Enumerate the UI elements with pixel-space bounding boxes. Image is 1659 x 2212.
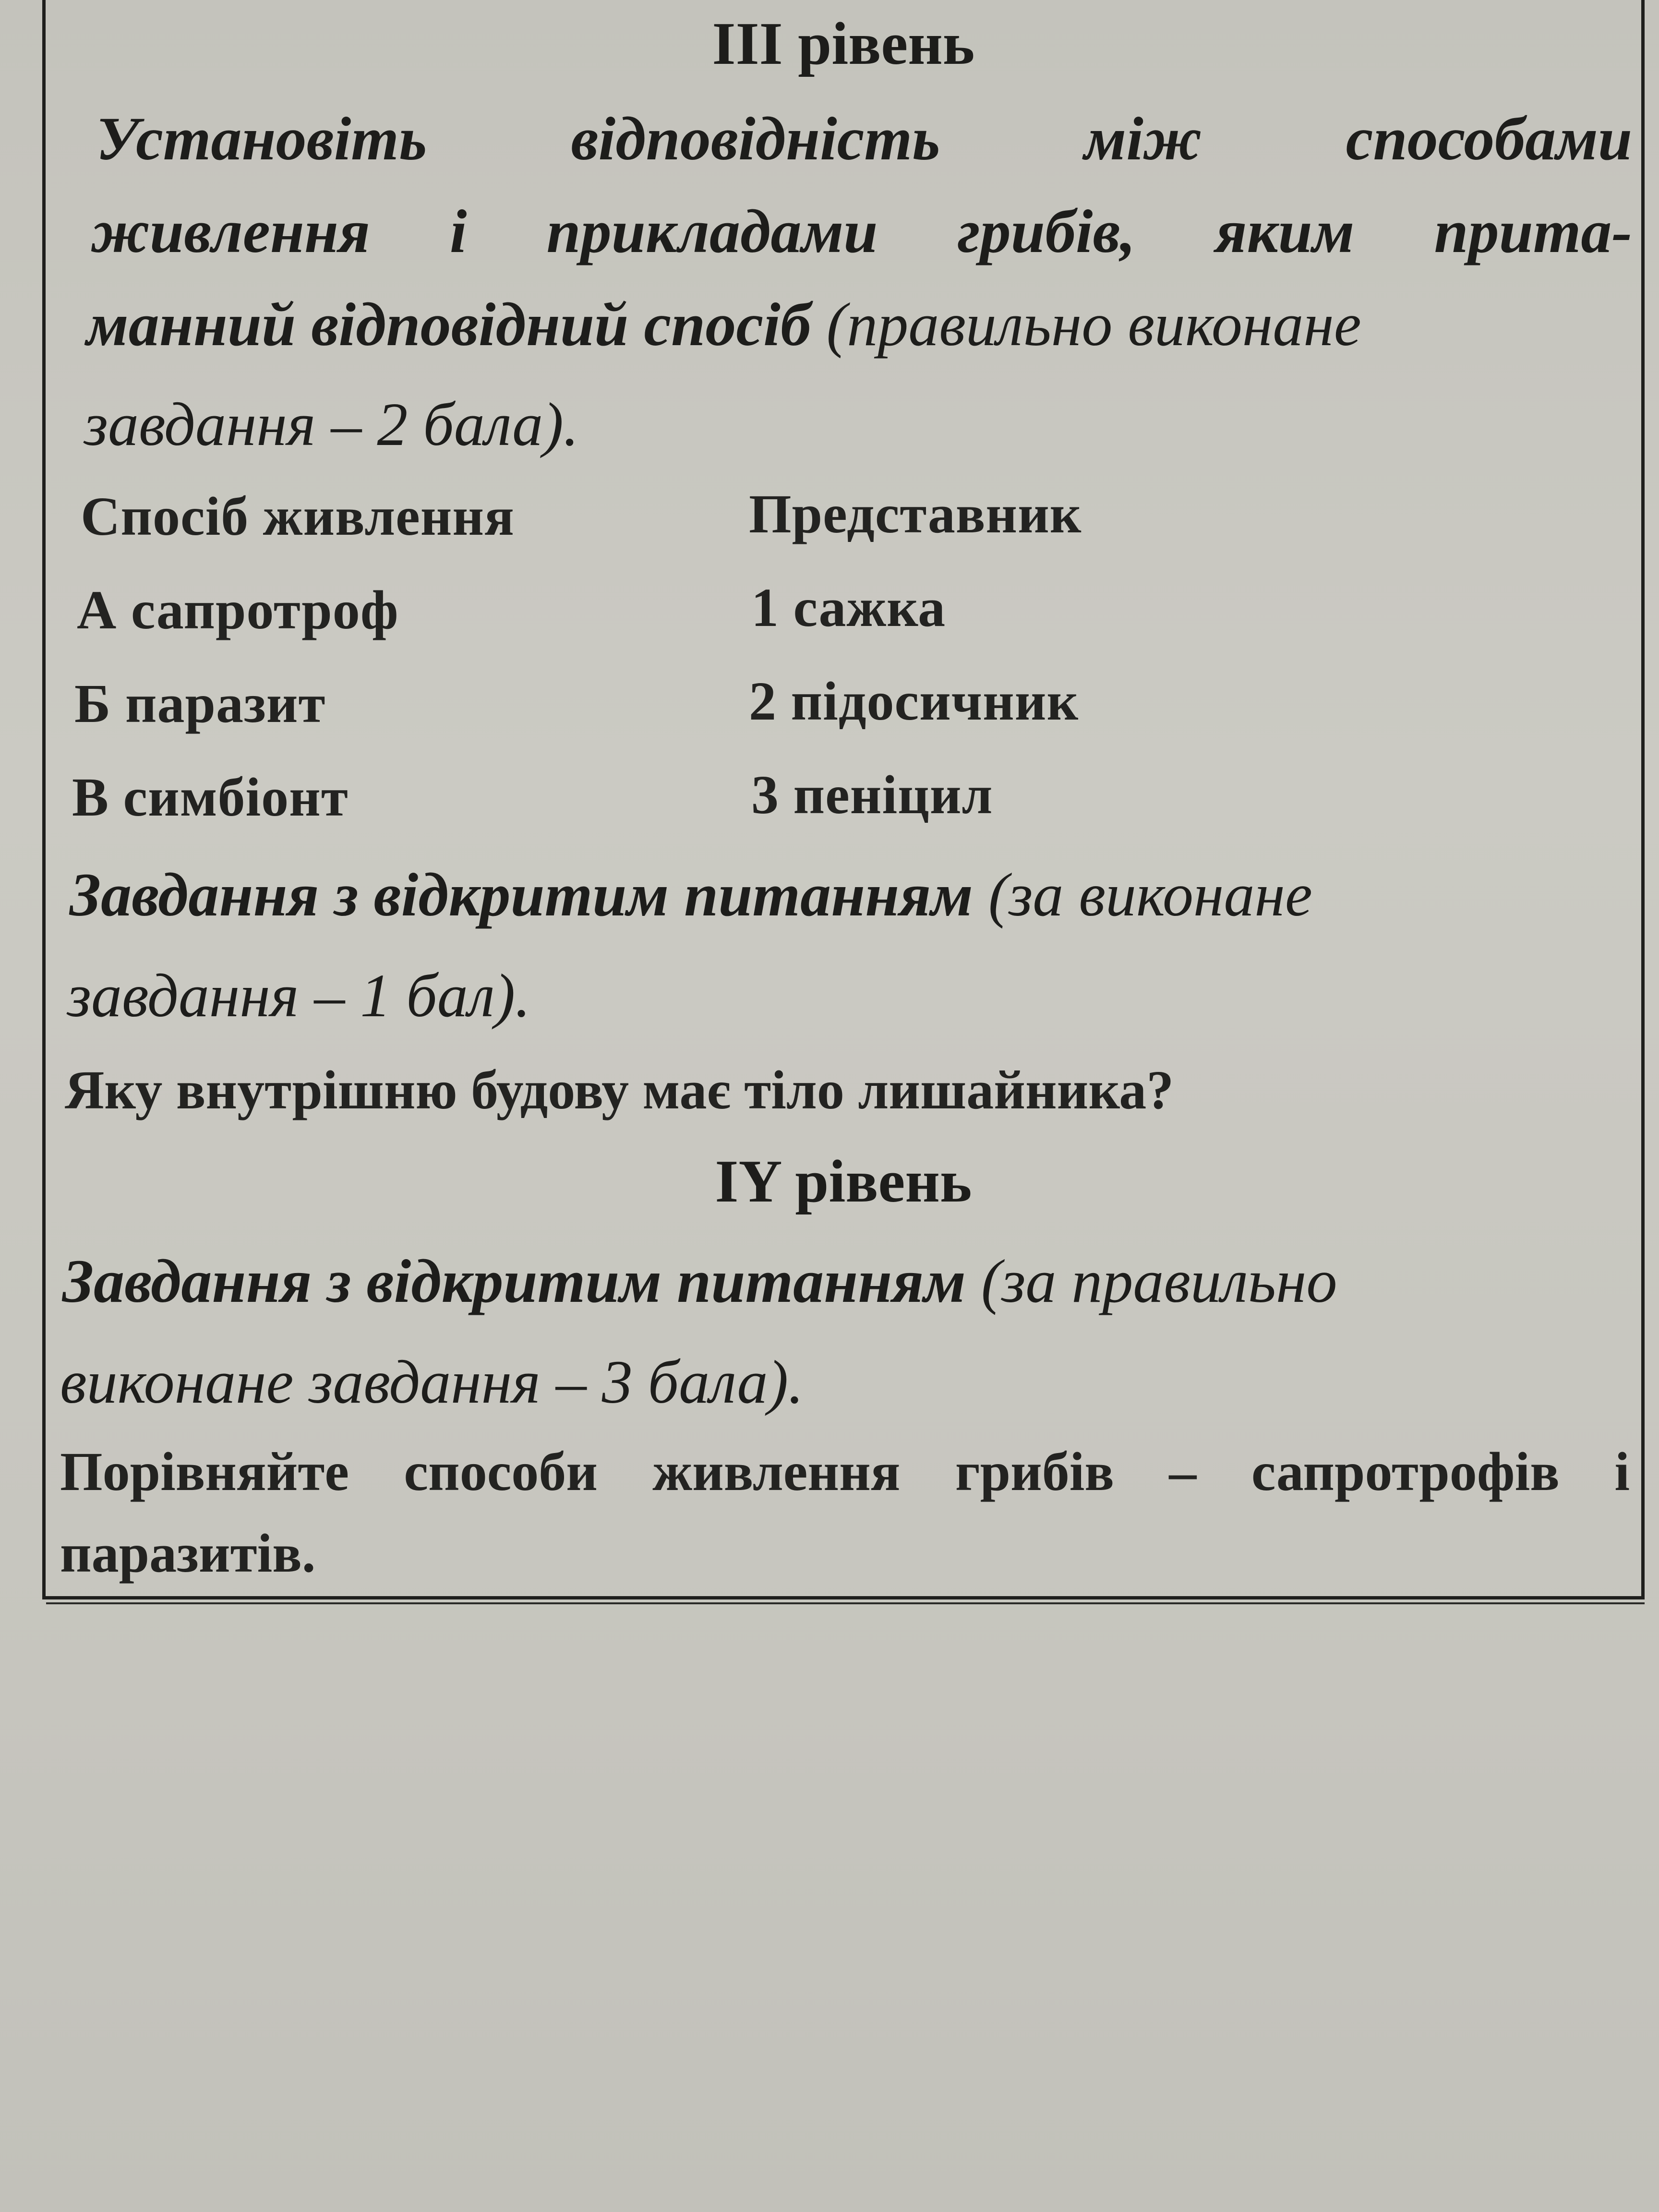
level-3-open-task-line-2: завдання – 1 бал). <box>67 962 531 1030</box>
table-header-method: Спосіб живлення <box>81 486 515 547</box>
level-3-question: Яку внутрішню будову має тіло лишайника? <box>65 1059 1174 1120</box>
level-3-open-task: Завдання з відкритим питанням (за виконане <box>70 861 1312 929</box>
level-4-title: IY рівень <box>715 1148 972 1215</box>
table-row-a-left: А сапротроф <box>77 579 399 640</box>
table-row-b-left: Б паразит <box>74 673 326 734</box>
level-3-instruction-line-4: завдання – 2 бала). <box>84 390 579 458</box>
table-row-1-right: 1 сажка <box>751 577 946 638</box>
level-3-instruction-line-1: Установіть відповідність між способами <box>96 105 1632 173</box>
level-4-open-task: Завдання з відкритим питанням (за правильно <box>62 1247 1337 1315</box>
level-4-open-task-line-2: виконане завдання – 3 бала). <box>60 1348 804 1416</box>
frame-bottom-rule <box>46 1602 1645 1604</box>
level-3-instruction-line-2: живлення і прикладами грибів, яким прита- <box>91 197 1632 265</box>
table-row-3-right: 3 пеніцил <box>751 764 993 825</box>
level-4-question-line-1: Порівняйте способи живлення грибів – сапротрофів і <box>60 1441 1630 1502</box>
level-3-title: III рівень <box>712 11 975 77</box>
table-header-representative: Представник <box>749 483 1082 544</box>
level-3-instruction-line-3: манний відповідний спосіб (правильно виконане <box>86 290 1361 359</box>
table-row-2-right: 2 підосичник <box>749 671 1079 732</box>
table-row-c-left: В симбіонт <box>72 767 349 828</box>
level-4-question-line-2: паразитів. <box>60 1523 316 1584</box>
